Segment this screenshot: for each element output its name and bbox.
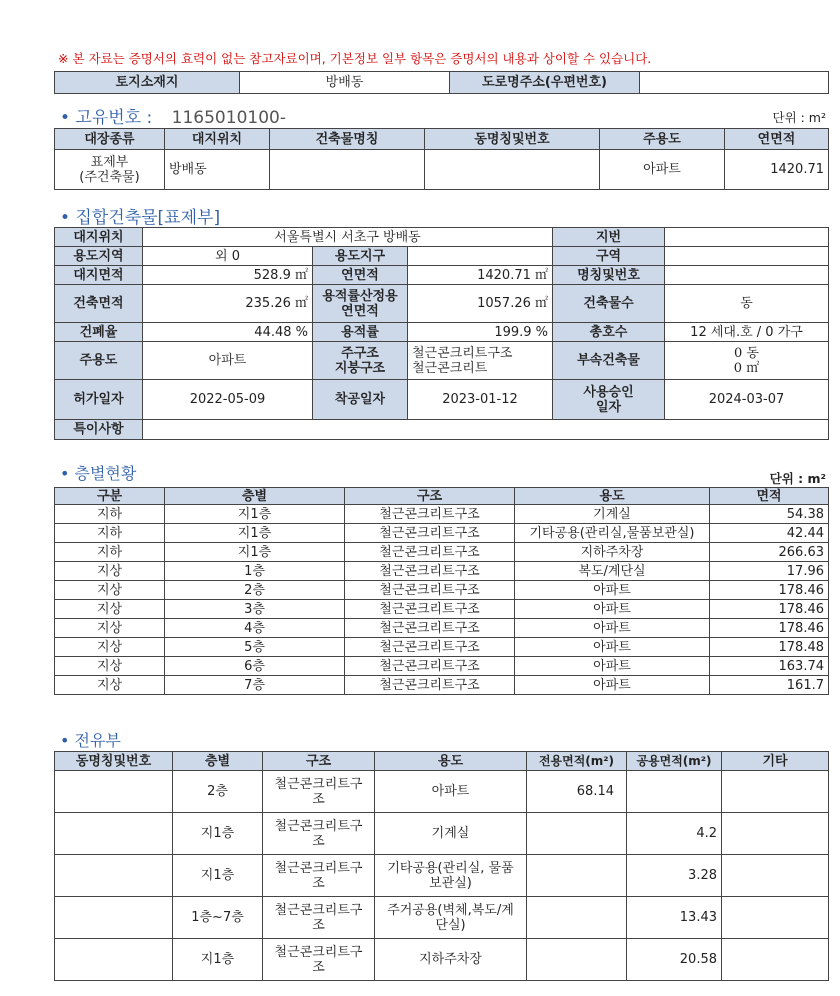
excl-header-structure: 구조	[263, 752, 375, 771]
zone-area-label: 용도지역	[55, 247, 143, 266]
excl-etc	[722, 897, 829, 939]
households-value: 12 세대.호 / 0 가구	[665, 323, 829, 342]
annex-count: 0 동	[734, 345, 759, 361]
far-area-label	[313, 285, 408, 323]
floor-area: 178.48	[710, 638, 829, 657]
section-value	[665, 247, 829, 266]
unique-number-label: • 고유번호 :	[60, 108, 153, 128]
table-row	[55, 524, 829, 543]
floor-use: 기타공용(관리실,물품보관실)	[515, 524, 710, 543]
floor-division: 지하	[55, 543, 165, 562]
floor-area: 178.46	[710, 581, 829, 600]
excl-dong	[55, 897, 173, 939]
far-value: 199.9 %	[408, 323, 553, 342]
floor-use: 지하주차장	[515, 543, 710, 562]
table-row	[55, 676, 829, 695]
excl-exclusive-area	[527, 855, 627, 897]
excl-structure-line2: 조	[312, 791, 325, 807]
excl-header-excl-area: 전용면적(m²)	[527, 752, 627, 771]
excl-structure-line2: 조	[312, 917, 325, 933]
table-row	[55, 505, 829, 524]
floor-level: 5층	[165, 638, 345, 657]
floors-table	[54, 487, 829, 695]
floor-area: 178.46	[710, 619, 829, 638]
excl-header-use: 용도	[375, 752, 527, 771]
excl-dong	[55, 813, 173, 855]
remarks-label: 특이사항	[55, 420, 143, 440]
approval-date-label	[553, 380, 665, 420]
excl-structure-line2: 조	[312, 875, 325, 891]
floor-use: 복도/계단실	[515, 562, 710, 581]
excl-dong	[55, 855, 173, 897]
excl-floor: 지1층	[173, 939, 263, 981]
site-value: 방배동	[165, 150, 270, 190]
permit-date-value: 2022-05-09	[143, 380, 313, 420]
dong-value	[425, 150, 600, 190]
floor-area: 161.7	[710, 676, 829, 695]
excl-structure-line1: 철근콘크리트구	[274, 818, 363, 834]
header-total-area: 연면적	[725, 129, 829, 150]
permit-date-label: 허가일자	[55, 380, 143, 420]
floor-division: 지상	[55, 638, 165, 657]
register-type-line2: (주건축물)	[79, 169, 140, 185]
floor-use: 아파트	[515, 657, 710, 676]
excl-common-area: 3.28	[627, 855, 722, 897]
excl-structure	[263, 897, 375, 939]
annex-value	[665, 342, 829, 380]
building-count-label: 건축물수	[553, 285, 665, 323]
floors-header-structure: 구조	[345, 488, 515, 505]
exclusive-table	[54, 751, 829, 981]
excl-common-area	[627, 771, 722, 813]
excl-structure-line2: 조	[312, 833, 325, 849]
register-type-table	[54, 128, 829, 190]
table-row	[55, 638, 829, 657]
floor-use: 아파트	[515, 600, 710, 619]
building-area-label: 건축면적	[55, 285, 143, 323]
floor-level: 3층	[165, 600, 345, 619]
floor-structure: 철근콘크리트구조	[345, 543, 515, 562]
main-use-summary-value: 아파트	[143, 342, 313, 380]
excl-use-line2: 단실)	[435, 917, 466, 933]
floor-level: 4층	[165, 619, 345, 638]
bcr-value: 44.48 %	[143, 323, 313, 342]
name-number-value	[665, 266, 829, 285]
excl-use-line1: 지하주차장	[419, 952, 482, 967]
floor-division: 지상	[55, 657, 165, 676]
table-row	[55, 619, 829, 638]
excl-use-line1: 기계실	[431, 826, 470, 841]
summary-heading: • 집합건축물[표제부]	[60, 208, 221, 228]
land-area-value: 528.9 ㎡	[143, 266, 313, 285]
far-area-label-line2: 연면적	[341, 303, 379, 319]
excl-header-floor: 층별	[173, 752, 263, 771]
excl-structure-line1: 철근콘크리트구	[274, 944, 363, 960]
approval-label-line1: 사용승인	[583, 384, 634, 400]
excl-etc	[722, 813, 829, 855]
floor-level: 6층	[165, 657, 345, 676]
header-site: 대지위치	[165, 129, 270, 150]
excl-exclusive-area	[527, 939, 627, 981]
excl-common-area: 13.43	[627, 897, 722, 939]
excl-exclusive-area	[527, 897, 627, 939]
excl-header-dong: 동명칭및번호	[55, 752, 173, 771]
header-building-name: 건축물명칭	[270, 129, 425, 150]
summary-table	[54, 227, 829, 440]
approval-label-line2: 일자	[595, 399, 622, 415]
approval-date-value: 2024-03-07	[665, 380, 829, 420]
table-row	[55, 939, 829, 981]
excl-header-common-area: 공용면적(m²)	[627, 752, 722, 771]
excl-common-area: 20.58	[627, 939, 722, 981]
excl-structure-line2: 조	[312, 959, 325, 975]
floor-use: 아파트	[515, 619, 710, 638]
floor-level: 지1층	[165, 543, 345, 562]
floor-structure: 철근콘크리트구조	[345, 581, 515, 600]
table-row	[55, 897, 829, 939]
excl-floor: 지1층	[173, 855, 263, 897]
header-register-type: 대장종류	[55, 129, 165, 150]
road-address-label: 도로명주소(우편번호)	[450, 72, 640, 94]
land-location-value: 방배동	[240, 72, 450, 94]
floor-structure: 철근콘크리트구조	[345, 638, 515, 657]
excl-etc	[722, 855, 829, 897]
far-area-value: 1057.26 ㎡	[408, 285, 553, 323]
floor-level: 지1층	[165, 505, 345, 524]
header-dong: 동명칭및번호	[425, 129, 600, 150]
floor-division: 지하	[55, 524, 165, 543]
building-area-value: 235.26 ㎡	[143, 285, 313, 323]
excl-exclusive-area: 68.14	[527, 771, 627, 813]
excl-floor: 2층	[173, 771, 263, 813]
excl-use	[375, 855, 527, 897]
floor-area: 42.44	[710, 524, 829, 543]
excl-etc	[722, 939, 829, 981]
floors-header-use: 용도	[515, 488, 710, 505]
floor-use: 기계실	[515, 505, 710, 524]
floor-use: 아파트	[515, 638, 710, 657]
floor-area: 54.38	[710, 505, 829, 524]
unique-number-value: 1165010100-	[171, 108, 286, 128]
excl-common-area: 4.2	[627, 813, 722, 855]
floor-level: 지1층	[165, 524, 345, 543]
floor-division: 지상	[55, 619, 165, 638]
excl-etc	[722, 771, 829, 813]
floor-structure: 철근콘크리트구조	[345, 619, 515, 638]
location-table	[54, 71, 829, 94]
remarks-value	[143, 420, 829, 440]
floor-area: 266.63	[710, 543, 829, 562]
site-label: 대지위치	[55, 228, 143, 247]
excl-use-line1: 아파트	[431, 784, 470, 799]
far-area-label-line1: 용적률산정용	[322, 288, 398, 304]
excl-structure-line1: 철근콘크리트구	[274, 902, 363, 918]
start-date-label: 착공일자	[313, 380, 408, 420]
structure-roof-value	[408, 342, 553, 380]
total-floor-area-value: 1420.71 ㎡	[408, 266, 553, 285]
zone-district-value	[408, 247, 553, 266]
excl-structure	[263, 939, 375, 981]
floors-heading: • 층별현황	[60, 464, 137, 483]
excl-use-line1: 기타공용(관리실, 물품	[387, 860, 514, 876]
floor-level: 2층	[165, 581, 345, 600]
floor-division: 지상	[55, 581, 165, 600]
excl-dong	[55, 939, 173, 981]
excl-floor: 1층~7층	[173, 897, 263, 939]
exclusive-heading: • 전유부	[60, 731, 121, 750]
floor-structure: 철근콘크리트구조	[345, 562, 515, 581]
register-type-line1: 표제부	[90, 154, 129, 170]
table-row	[55, 813, 829, 855]
floors-unit-label: 단위 : m²	[769, 471, 826, 486]
floor-structure: 철근콘크리트구조	[345, 600, 515, 619]
excl-structure	[263, 771, 375, 813]
floor-division: 지상	[55, 600, 165, 619]
excl-use-line2: 보관실)	[429, 875, 472, 891]
bcr-label: 건폐율	[55, 323, 143, 342]
site-address-value: 서울특별시 서초구 방배동	[143, 228, 553, 247]
annex-area: 0 ㎡	[733, 360, 760, 376]
floor-level: 1층	[165, 562, 345, 581]
excl-use	[375, 771, 527, 813]
table-row	[55, 771, 829, 813]
main-use-label: 주용도	[55, 342, 143, 380]
excl-use-line1: 주거공용(벽체,복도/계	[387, 902, 514, 918]
structure-roof-label	[313, 342, 408, 380]
roof-label: 지붕구조	[334, 360, 386, 376]
section-label: 구역	[553, 247, 665, 266]
table-row	[55, 581, 829, 600]
table-row	[55, 657, 829, 676]
floor-division: 지상	[55, 676, 165, 695]
excl-structure	[263, 855, 375, 897]
floor-use: 아파트	[515, 581, 710, 600]
excl-header-etc: 기타	[722, 752, 829, 771]
floors-header-division: 구분	[55, 488, 165, 505]
excl-use	[375, 897, 527, 939]
excl-use	[375, 813, 527, 855]
excl-exclusive-area	[527, 813, 627, 855]
land-area-label: 대지면적	[55, 266, 143, 285]
floor-division: 지상	[55, 562, 165, 581]
total-area-value: 1420.71	[725, 150, 829, 190]
floors-header-floor: 층별	[165, 488, 345, 505]
excl-structure-line1: 철근콘크리트구	[274, 860, 363, 876]
register-type-value	[55, 150, 165, 190]
unique-unit-label: 단위 : m²	[772, 110, 826, 125]
excl-structure	[263, 813, 375, 855]
structure-label: 주구조	[341, 345, 379, 361]
table-row	[55, 543, 829, 562]
floor-area: 163.74	[710, 657, 829, 676]
name-number-label: 명칭및번호	[553, 266, 665, 285]
floor-structure: 철근콘크리트구조	[345, 524, 515, 543]
building-name-value	[270, 150, 425, 190]
structure-value: 철근콘크리트구조	[412, 345, 513, 361]
floor-structure: 철근콘크리트구조	[345, 657, 515, 676]
excl-dong	[55, 771, 173, 813]
table-row	[55, 855, 829, 897]
start-date-value: 2023-01-12	[408, 380, 553, 420]
floor-division: 지하	[55, 505, 165, 524]
far-label: 용적률	[313, 323, 408, 342]
floor-structure: 철근콘크리트구조	[345, 676, 515, 695]
excl-use	[375, 939, 527, 981]
roof-value: 철근콘크리트	[412, 360, 488, 376]
total-floor-area-label: 연면적	[313, 266, 408, 285]
lot-value	[665, 228, 829, 247]
lot-label: 지번	[553, 228, 665, 247]
land-location-label: 토지소재지	[55, 72, 240, 94]
disclaimer-notice: ※ 본 자료는 증명서의 효력이 없는 참고자료이며, 기본정보 일부 항목은 증명서의 내용과 상이할 수 있습니다.	[58, 51, 652, 66]
floors-header-area: 면적	[710, 488, 829, 505]
floor-area: 17.96	[710, 562, 829, 581]
header-main-use: 주용도	[600, 129, 725, 150]
table-row	[55, 562, 829, 581]
excl-structure-line1: 철근콘크리트구	[274, 776, 363, 792]
table-row	[55, 600, 829, 619]
unique-number-heading	[60, 103, 286, 128]
floor-use: 아파트	[515, 676, 710, 695]
households-label: 총호수	[553, 323, 665, 342]
road-address-value	[640, 72, 829, 94]
excl-floor: 지1층	[173, 813, 263, 855]
floor-level: 7층	[165, 676, 345, 695]
floor-structure: 철근콘크리트구조	[345, 505, 515, 524]
zone-area-value: 외 0	[143, 247, 313, 266]
main-use-value: 아파트	[600, 150, 725, 190]
floor-area: 178.46	[710, 600, 829, 619]
building-count-value: 동	[665, 285, 829, 323]
zone-district-label: 용도지구	[313, 247, 408, 266]
annex-label: 부속건축물	[553, 342, 665, 380]
